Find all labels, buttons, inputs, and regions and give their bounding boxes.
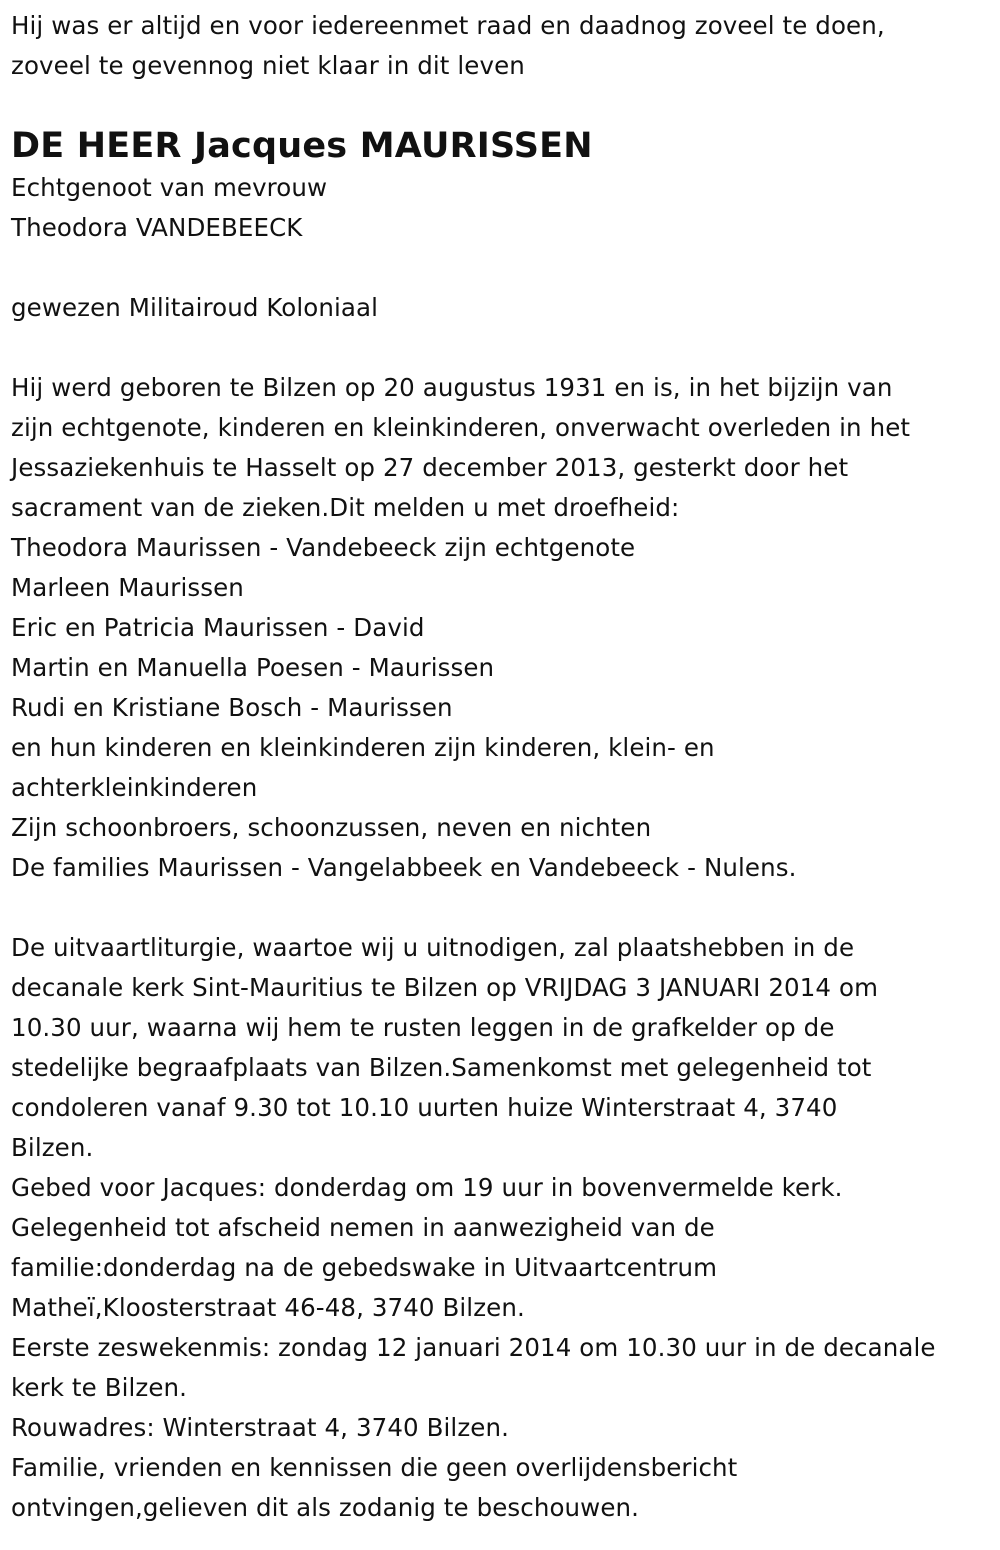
funeral-info-line: Bilzen. [11,1133,94,1162]
spacer [11,888,996,928]
funeral-info-line: Gelegenheid tot afscheid nemen in aanwezigheid van de [11,1213,715,1242]
motto-line: Hij was er altijd en voor iedereenmet raad en daadnog zoveel te doen, [11,11,885,40]
announcement-line: Jessaziekenhuis te Hasselt op 27 december 2013, gesterkt door het [11,453,849,482]
announcement-block [11,368,996,888]
announcement-line: zijn echtgenote, kinderen en kleinkinderen, onverwacht overleden in het [11,413,911,442]
funeral-info-line: ontvingen,gelieven dit als zodanig te beschouwen. [11,1493,640,1522]
family-member: De families Maurissen - Vangelabbeek en Vandebeeck - Nulens. [11,853,797,882]
family-member: Theodora Maurissen - Vandebeeck zijn echtgenote [11,533,636,562]
announcement-line: Hij werd geboren te Bilzen op 20 augustus 1931 en is, in het bijzijn van [11,373,893,402]
family-member: Martin en Manuella Poesen - Maurissen [11,653,495,682]
funeral-info-line: Gebed voor Jacques: donderdag om 19 uur in bovenvermelde kerk. [11,1173,843,1202]
funeral-info-line: kerk te Bilzen. [11,1373,188,1402]
family-member: Zijn schoonbroers, schoonzussen, neven en nichten [11,813,652,842]
family-member: Rudi en Kristiane Bosch - Maurissen [11,693,453,722]
spouse-line: Echtgenoot van mevrouw [11,173,328,202]
family-member: en hun kinderen en kleinkinderen zijn kinderen, klein- en [11,733,715,762]
family-member: Marleen Maurissen [11,573,244,602]
obituary-document [11,6,996,1528]
motto-line: zoveel te gevennog niet klaar in dit leven [11,51,525,80]
funeral-info-line: Rouwadres: Winterstraat 4, 3740 Bilzen. [11,1413,509,1442]
funeral-info-line: 10.30 uur, waarna wij hem te rusten leggen in de grafkelder op de [11,1013,835,1042]
funeral-info-line: condoleren vanaf 9.30 tot 10.10 uurten huize Winterstraat 4, 3740 [11,1093,838,1122]
funeral-info-line: familie:donderdag na de gebedswake in Uitvaartcentrum [11,1253,718,1282]
motto [11,6,996,86]
funeral-info-block [11,928,996,1528]
spacer [11,248,996,288]
family-member: Eric en Patricia Maurissen - David [11,613,425,642]
announcement-line: sacrament van de zieken.Dit melden u met droefheid: [11,493,680,522]
occupation: gewezen Militairoud Koloniaal [11,293,379,322]
spouse-name: Theodora VANDEBEECK [11,213,303,242]
funeral-info-line: stedelijke begraafplaats van Bilzen.Samenkomst met gelegenheid tot [11,1053,872,1082]
family-member: achterkleinkinderen [11,773,258,802]
funeral-info-line: De uitvaartliturgie, waartoe wij u uitnodigen, zal plaatshebben in de [11,933,855,962]
deceased-name-heading: DE HEER Jacques MAURISSEN [11,126,593,166]
spacer [11,328,996,368]
funeral-info-line: decanale kerk Sint-Mauritius te Bilzen op VRIJDAG 3 JANUARI 2014 om [11,973,879,1002]
funeral-info-line: Eerste zeswekenmis: zondag 12 januari 2014 om 10.30 uur in de decanale [11,1333,936,1362]
funeral-info-line: Matheï,Kloosterstraat 46-48, 3740 Bilzen. [11,1293,525,1322]
spouse-block [11,168,996,248]
funeral-info-line: Familie, vrienden en kennissen die geen overlijdensbericht [11,1453,738,1482]
